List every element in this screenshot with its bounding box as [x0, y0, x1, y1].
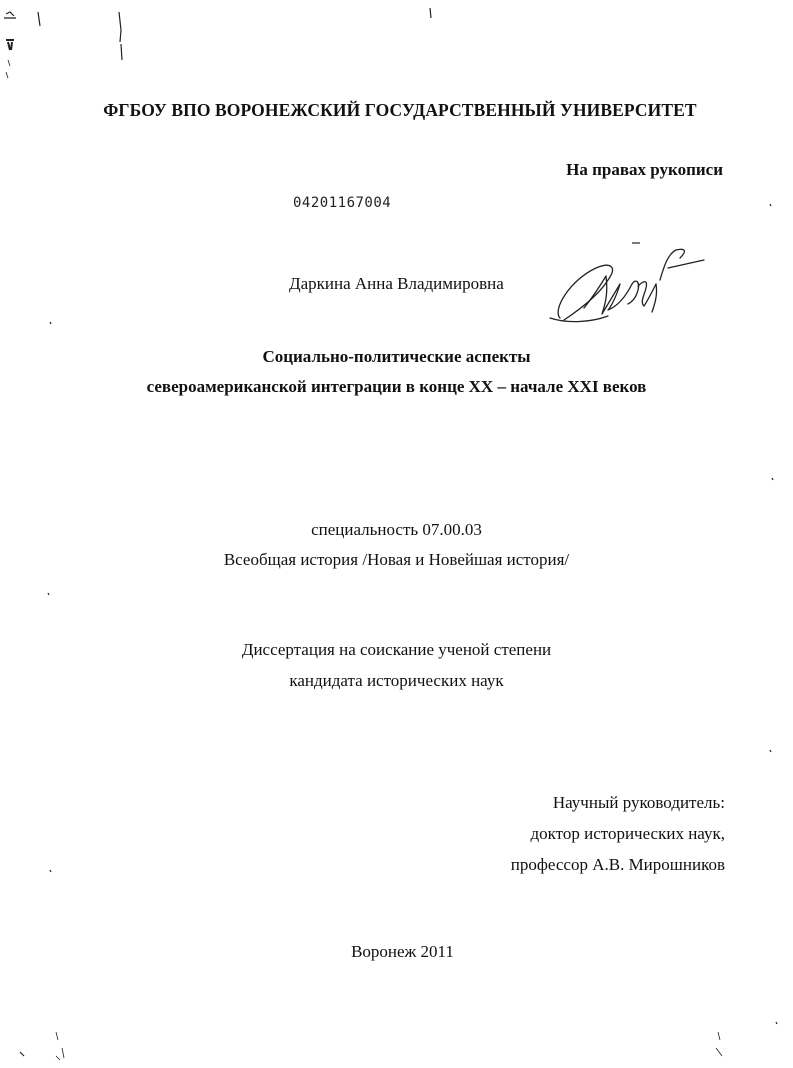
rights-notice: На правах рукописи: [566, 160, 723, 179]
specialty-code: специальность 07.00.03: [311, 520, 482, 539]
supervisor-label: Научный руководитель:: [552, 793, 725, 812]
dissertation-line-1: Диссертация на соискание ученой степени: [241, 640, 552, 659]
supervisor-name: профессор А.В. Мирошников: [510, 855, 725, 874]
stamp-number: 04201167004: [293, 195, 392, 211]
dissertation-line-2: кандидата исторических наук: [289, 671, 504, 690]
author-name: Даркина Анна Владимировна: [289, 274, 504, 293]
university-name: ФГБОУ ВПО ВОРОНЕЖСКИЙ ГОСУДАРСТВЕННЫЙ УНИВЕРСИТЕТ: [103, 100, 697, 120]
specialty-name: Всеобщая история /Новая и Новейшая история/: [223, 550, 570, 569]
thesis-title-line-1: Социально-политические аспекты: [262, 347, 531, 366]
city-year: Воронеж 2011: [351, 942, 454, 961]
thesis-title-line-2: североамериканской интеграции в конце XX – начале XXI веков: [146, 377, 647, 396]
signature-icon: [548, 240, 708, 335]
supervisor-degree: доктор исторических наук,: [530, 824, 725, 843]
